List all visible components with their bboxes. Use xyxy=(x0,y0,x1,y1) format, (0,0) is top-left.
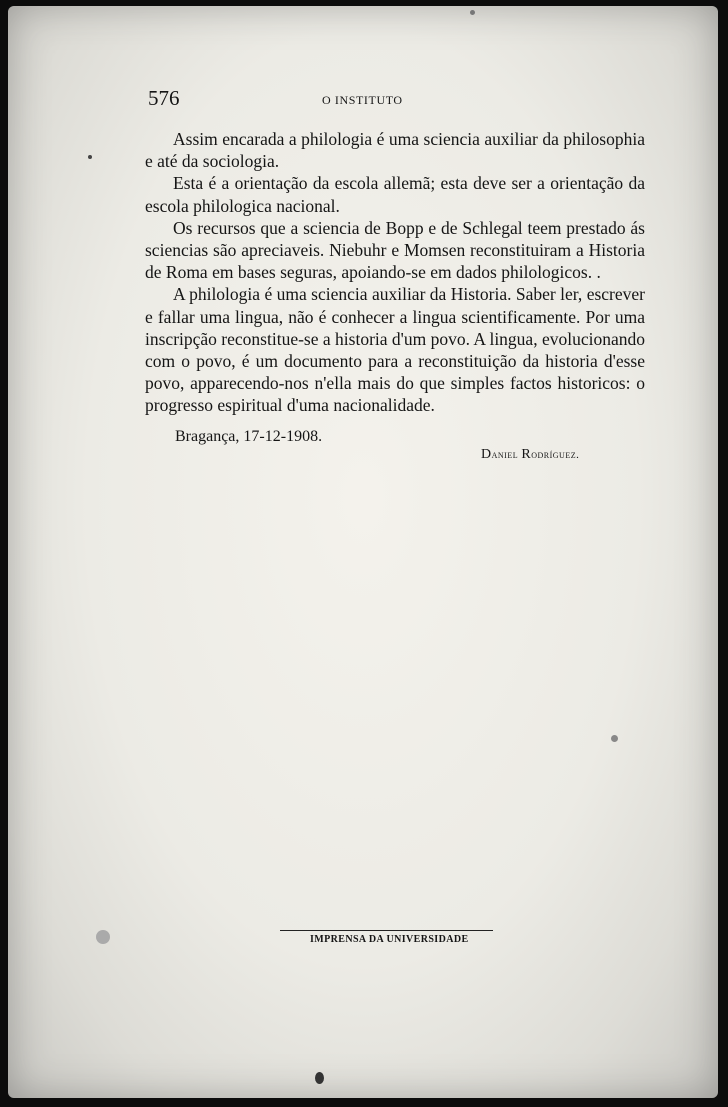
signature-text: odríguez. xyxy=(531,449,580,461)
author-signature xyxy=(481,447,579,463)
body-text xyxy=(145,128,645,417)
scan-speck xyxy=(470,10,475,15)
scan-speck xyxy=(315,1072,324,1084)
paragraph: A philologia é uma sciencia auxiliar da Historia. Saber ler, escrever e fallar uma lingua, não é conhecer a lingua scientificamente. Por uma inscripção reconstitue-se a historia d'um povo. A lingua, evolucionando com o povo, é um documento para a reconstituição da historia d'esse povo, apparecendo-nos n'ella mais do que simples factos historicos: o progresso espiritual d'uma nacionalidade. xyxy=(145,284,645,416)
running-title: O INSTITUTO xyxy=(322,93,403,107)
page-number: 576 xyxy=(148,86,180,110)
scan-speck xyxy=(611,735,618,742)
footer-rule xyxy=(280,930,493,931)
paragraph: Esta é a orientação da escola allemã; esta deve ser a orientação da escola philologica nacional. xyxy=(145,173,645,216)
paragraph: Os recursos que a sciencia de Bopp e de Schlegal teem prestado ás sciencias são apreciaveis. Niebuhr e Momsen reconstituiram a Historia de Roma em bases seguras, apoiando-se em dados philologicos. . xyxy=(145,217,645,283)
page-header xyxy=(148,86,568,112)
signature-initial: D xyxy=(481,447,492,462)
dateline: Bragança, 17-12-1908. xyxy=(175,428,323,445)
scan-speck xyxy=(88,155,92,159)
signature-text: aniel xyxy=(491,449,519,461)
scan-speck xyxy=(96,930,110,944)
signature-initial: R xyxy=(521,447,532,462)
printer-imprint: IMPRENSA DA UNIVERSIDADE xyxy=(310,934,469,945)
paragraph: Assim encarada a philologia é uma sciencia auxiliar da philosophia e até da sociologia. xyxy=(145,129,645,172)
